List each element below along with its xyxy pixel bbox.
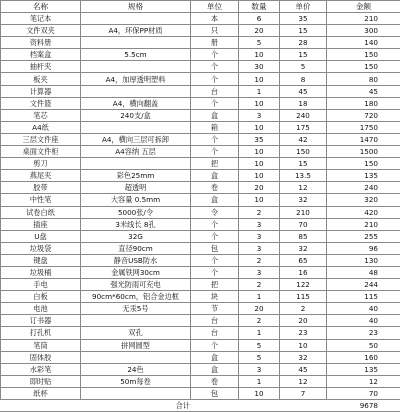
cell-qty[interactable]: 10 <box>239 158 280 170</box>
cell-spec[interactable]: 5.5cm <box>81 49 191 61</box>
cell-unit[interactable]: 台 <box>191 315 239 327</box>
header-spec[interactable]: 规格 <box>81 1 191 13</box>
cell-amount[interactable]: 420 <box>327 206 400 218</box>
cell-name[interactable]: 剪刀 <box>1 158 81 170</box>
cell-amount[interactable]: 244 <box>327 279 400 291</box>
cell-qty[interactable]: 10 <box>239 194 280 206</box>
cell-amount[interactable]: 50 <box>327 339 400 351</box>
cell-unit[interactable]: 令 <box>191 206 239 218</box>
cell-price[interactable]: 16 <box>280 266 327 278</box>
cell-name[interactable]: 笔记本 <box>1 13 81 25</box>
cell-qty[interactable]: 35 <box>239 133 280 145</box>
cell-amount[interactable]: 23 <box>327 327 400 339</box>
cell-unit[interactable]: 个 <box>191 266 239 278</box>
table-row <box>1 61 400 73</box>
cell-spec[interactable]: 240支/盒 <box>81 109 191 121</box>
table-row <box>1 25 400 37</box>
table-row <box>1 133 400 145</box>
cell-unit[interactable]: 块 <box>191 291 239 303</box>
table-row <box>1 291 400 303</box>
cell-qty[interactable]: 20 <box>239 303 280 315</box>
cell-amount[interactable]: 180 <box>327 97 400 109</box>
table-row <box>1 121 400 133</box>
cell-qty[interactable]: 1 <box>239 327 280 339</box>
cell-qty[interactable]: 3 <box>239 266 280 278</box>
cell-spec[interactable] <box>81 158 191 170</box>
cell-amount[interactable]: 1500 <box>327 146 400 158</box>
header-unit[interactable]: 单位 <box>191 1 239 13</box>
cell-name[interactable]: 中性笔 <box>1 194 81 206</box>
table-row <box>1 13 400 25</box>
cell-amount[interactable]: 255 <box>327 230 400 242</box>
table-body <box>1 13 400 400</box>
cell-amount[interactable]: 96 <box>327 242 400 254</box>
total-amount[interactable]: 9678 <box>327 400 400 412</box>
cell-amount[interactable]: 135 <box>327 363 400 375</box>
cell-unit[interactable]: 节 <box>191 303 239 315</box>
cell-qty[interactable]: 3 <box>239 230 280 242</box>
cell-unit[interactable]: 个 <box>191 339 239 351</box>
cell-price[interactable]: 175 <box>280 121 327 133</box>
cell-spec[interactable]: 90cm*60cm，铝合金边框 <box>81 291 191 303</box>
header-price[interactable]: 单价 <box>280 1 327 13</box>
cell-unit[interactable]: 卷 <box>191 375 239 387</box>
cell-price[interactable]: 45 <box>280 363 327 375</box>
cell-price[interactable]: 85 <box>280 230 327 242</box>
cell-amount[interactable]: 240 <box>327 182 400 194</box>
cell-unit[interactable]: 盒 <box>191 351 239 363</box>
cell-amount[interactable]: 150 <box>327 49 400 61</box>
cell-price[interactable]: 15 <box>280 49 327 61</box>
cell-unit[interactable]: 包 <box>191 387 239 399</box>
cell-spec[interactable]: 直径90cm <box>81 242 191 254</box>
cell-spec[interactable]: 大容量 0.5mm <box>81 194 191 206</box>
cell-name[interactable]: 垃圾桶 <box>1 266 81 278</box>
cell-unit[interactable]: 台 <box>191 327 239 339</box>
cell-spec[interactable]: 32G <box>81 230 191 242</box>
cell-spec[interactable] <box>81 13 191 25</box>
cell-qty[interactable]: 1 <box>239 291 280 303</box>
cell-qty[interactable]: 6 <box>239 13 280 25</box>
cell-name[interactable]: 三层文件座 <box>1 133 81 145</box>
cell-spec[interactable]: 静音USB防水 <box>81 254 191 266</box>
cell-name[interactable]: 纸杯 <box>1 387 81 399</box>
cell-price[interactable]: 70 <box>280 218 327 230</box>
cell-name[interactable]: 板夹 <box>1 73 81 85</box>
cell-qty[interactable]: 10 <box>239 387 280 399</box>
cell-qty[interactable]: 10 <box>239 121 280 133</box>
cell-qty[interactable]: 5 <box>239 37 280 49</box>
table-row <box>1 158 400 170</box>
cell-amount[interactable]: 48 <box>327 266 400 278</box>
table-row <box>1 206 400 218</box>
cell-qty[interactable]: 3 <box>239 109 280 121</box>
table-row <box>1 182 400 194</box>
cell-price[interactable]: 65 <box>280 254 327 266</box>
cell-name[interactable]: 文件篮 <box>1 97 81 109</box>
cell-qty[interactable]: 5 <box>239 339 280 351</box>
cell-price[interactable]: 10 <box>280 339 327 351</box>
cell-price[interactable]: 45 <box>280 85 327 97</box>
cell-price[interactable]: 32 <box>280 242 327 254</box>
cell-name[interactable]: 手电 <box>1 279 81 291</box>
cell-amount[interactable]: 45 <box>327 85 400 97</box>
cell-spec[interactable]: 强光防雨可充电 <box>81 279 191 291</box>
cell-name[interactable]: 打孔机 <box>1 327 81 339</box>
cell-name[interactable]: U盘 <box>1 230 81 242</box>
cell-name[interactable]: 文件双夹 <box>1 25 81 37</box>
cell-qty[interactable]: 10 <box>239 170 280 182</box>
cell-name[interactable]: 垃圾袋 <box>1 242 81 254</box>
cell-spec[interactable]: 5000张/令 <box>81 206 191 218</box>
cell-spec[interactable]: A4，环保PP材质 <box>81 25 191 37</box>
cell-spec[interactable]: 3米线长 8孔 <box>81 218 191 230</box>
cell-price[interactable]: 210 <box>280 206 327 218</box>
cell-price[interactable]: 35 <box>280 13 327 25</box>
cell-price[interactable]: 32 <box>280 194 327 206</box>
cell-unit[interactable]: 包 <box>191 242 239 254</box>
cell-qty[interactable]: 20 <box>239 25 280 37</box>
table-row <box>1 73 400 85</box>
cell-name[interactable]: 档案盒 <box>1 49 81 61</box>
cell-name[interactable]: 水彩笔 <box>1 363 81 375</box>
table-row <box>1 242 400 254</box>
cell-name[interactable]: 资料册 <box>1 37 81 49</box>
cell-spec[interactable]: 彩色25mm <box>81 170 191 182</box>
cell-name[interactable]: 试卷白纸 <box>1 206 81 218</box>
cell-name[interactable]: 抽杆夹 <box>1 61 81 73</box>
cell-qty[interactable]: 20 <box>239 182 280 194</box>
table-row <box>1 303 400 315</box>
cell-name[interactable]: 白板 <box>1 291 81 303</box>
cell-name[interactable]: A4纸 <box>1 121 81 133</box>
cell-amount[interactable]: 150 <box>327 61 400 73</box>
table-row <box>1 387 400 399</box>
table-row <box>1 109 400 121</box>
cell-spec[interactable]: A4容纳 五层 <box>81 146 191 158</box>
cell-amount[interactable]: 140 <box>327 37 400 49</box>
cell-price[interactable]: 23 <box>280 327 327 339</box>
cell-unit[interactable]: 个 <box>191 133 239 145</box>
header-row <box>1 1 400 13</box>
cell-price[interactable]: 13.5 <box>280 170 327 182</box>
table-row <box>1 97 400 109</box>
cell-spec[interactable]: 超透明 <box>81 182 191 194</box>
cell-unit[interactable]: 个 <box>191 73 239 85</box>
cell-amount[interactable]: 115 <box>327 291 400 303</box>
cell-amount[interactable]: 40 <box>327 303 400 315</box>
cell-spec[interactable]: 无汞5号 <box>81 303 191 315</box>
table-row <box>1 49 400 61</box>
cell-unit[interactable]: 个 <box>191 97 239 109</box>
cell-price[interactable]: 8 <box>280 73 327 85</box>
cell-amount[interactable]: 300 <box>327 25 400 37</box>
cell-unit[interactable]: 把 <box>191 158 239 170</box>
cell-qty[interactable]: 2 <box>239 206 280 218</box>
cell-spec[interactable]: 50m每卷 <box>81 375 191 387</box>
cell-spec[interactable] <box>81 351 191 363</box>
cell-amount[interactable]: 1750 <box>327 121 400 133</box>
cell-spec[interactable]: A4，横向翻盖 <box>81 97 191 109</box>
cell-name[interactable]: 笔芯 <box>1 109 81 121</box>
cell-amount[interactable]: 150 <box>327 158 400 170</box>
cell-amount[interactable]: 40 <box>327 315 400 327</box>
table-row <box>1 194 400 206</box>
cell-price[interactable]: 122 <box>280 279 327 291</box>
table-row <box>1 85 400 97</box>
cell-price[interactable]: 240 <box>280 109 327 121</box>
cell-amount[interactable]: 720 <box>327 109 400 121</box>
cell-name[interactable]: 订书器 <box>1 315 81 327</box>
total-label[interactable]: 合计 <box>81 400 191 412</box>
table-row <box>1 230 400 242</box>
table-row <box>1 315 400 327</box>
table-row <box>1 279 400 291</box>
cell-price[interactable]: 12 <box>280 375 327 387</box>
cell-name[interactable]: 即时贴 <box>1 375 81 387</box>
cell-name[interactable]: 插座 <box>1 218 81 230</box>
cell-spec[interactable]: 金属铁网30cm <box>81 266 191 278</box>
cell-qty[interactable]: 10 <box>239 49 280 61</box>
cell-spec[interactable] <box>81 85 191 97</box>
cell-price[interactable]: 18 <box>280 97 327 109</box>
header-qty[interactable]: 数量 <box>239 1 280 13</box>
cell-unit[interactable]: 盒 <box>191 109 239 121</box>
cell-amount[interactable]: 160 <box>327 351 400 363</box>
cell-price[interactable]: 7 <box>280 387 327 399</box>
cell-spec[interactable] <box>81 315 191 327</box>
table-row <box>1 339 400 351</box>
cell-price[interactable]: 5 <box>280 61 327 73</box>
table-row <box>1 327 400 339</box>
table-row <box>1 146 400 158</box>
cell-unit[interactable]: 卷 <box>191 182 239 194</box>
cell-spec[interactable] <box>81 121 191 133</box>
table-row <box>1 351 400 363</box>
cell-spec[interactable]: 24色 <box>81 363 191 375</box>
cell-price[interactable]: 20 <box>280 315 327 327</box>
cell-unit[interactable]: 册 <box>191 37 239 49</box>
cell-name[interactable]: 燕尾夹 <box>1 170 81 182</box>
cell-spec[interactable]: 拼网圆型 <box>81 339 191 351</box>
cell-unit[interactable]: 个 <box>191 230 239 242</box>
cell-spec[interactable] <box>81 387 191 399</box>
cell-unit[interactable]: 个 <box>191 218 239 230</box>
cell-name[interactable]: 固体胶 <box>1 351 81 363</box>
table-row <box>1 37 400 49</box>
cell-name[interactable]: 电池 <box>1 303 81 315</box>
cell-spec[interactable] <box>81 37 191 49</box>
cell-price[interactable]: 42 <box>280 133 327 145</box>
table-row <box>1 363 400 375</box>
cell-qty[interactable]: 1 <box>239 375 280 387</box>
cell-unit[interactable]: 个 <box>191 61 239 73</box>
cell-qty[interactable]: 2 <box>239 254 280 266</box>
cell-unit[interactable]: 个 <box>191 254 239 266</box>
cell-qty[interactable]: 3 <box>239 363 280 375</box>
cell-spec[interactable] <box>81 61 191 73</box>
header-amount[interactable]: 金额 <box>327 1 400 13</box>
cell-qty[interactable]: 10 <box>239 146 280 158</box>
cell-unit[interactable]: 台 <box>191 85 239 97</box>
cell-unit[interactable]: 盒 <box>191 363 239 375</box>
cell-price[interactable]: 32 <box>280 351 327 363</box>
cell-qty[interactable]: 2 <box>239 279 280 291</box>
cell-name[interactable]: 胶带 <box>1 182 81 194</box>
cell-amount[interactable]: 135 <box>327 170 400 182</box>
cell-qty[interactable]: 10 <box>239 73 280 85</box>
cell-price[interactable]: 15 <box>280 158 327 170</box>
cell-amount[interactable]: 210 <box>327 13 400 25</box>
table-row <box>1 254 400 266</box>
table-row <box>1 170 400 182</box>
cell-name[interactable]: 计算器 <box>1 85 81 97</box>
cell-price[interactable]: 2 <box>280 303 327 315</box>
cell-qty[interactable]: 5 <box>239 351 280 363</box>
cell-price[interactable]: 15 <box>280 25 327 37</box>
cell-unit[interactable]: 本 <box>191 13 239 25</box>
cell-name[interactable]: 桌面文件柜 <box>1 146 81 158</box>
cell-price[interactable]: 12 <box>280 182 327 194</box>
cell-amount[interactable]: 1470 <box>327 133 400 145</box>
table-row <box>1 266 400 278</box>
cell-unit[interactable]: 把 <box>191 279 239 291</box>
header-name[interactable]: 名称 <box>1 1 81 13</box>
cell-qty[interactable]: 1 <box>239 85 280 97</box>
cell-unit[interactable]: 箱 <box>191 121 239 133</box>
cell-unit[interactable]: 盒 <box>191 194 239 206</box>
table-row <box>1 218 400 230</box>
cell-spec[interactable]: 双孔 <box>81 327 191 339</box>
cell-amount[interactable]: 130 <box>327 254 400 266</box>
cell-amount[interactable]: 70 <box>327 387 400 399</box>
cell-spec[interactable]: A4，加厚透明塑料 <box>81 73 191 85</box>
cell-price[interactable]: 150 <box>280 146 327 158</box>
cell-name[interactable]: 键盘 <box>1 254 81 266</box>
cell-qty[interactable]: 3 <box>239 218 280 230</box>
cell-amount[interactable]: 210 <box>327 218 400 230</box>
cell-amount[interactable]: 320 <box>327 194 400 206</box>
cell-price[interactable]: 115 <box>280 291 327 303</box>
total-row <box>1 400 400 412</box>
table-row <box>1 375 400 387</box>
cell-qty[interactable]: 3 <box>239 242 280 254</box>
cell-unit[interactable]: 个 <box>191 146 239 158</box>
cell-qty[interactable]: 2 <box>239 315 280 327</box>
cell-price[interactable]: 28 <box>280 37 327 49</box>
cell-unit[interactable]: 只 <box>191 25 239 37</box>
cell-unit[interactable]: 个 <box>191 49 239 61</box>
cell-amount[interactable]: 80 <box>327 73 400 85</box>
cell-unit[interactable]: 盒 <box>191 170 239 182</box>
cell-qty[interactable]: 10 <box>239 97 280 109</box>
cell-amount[interactable]: 12 <box>327 375 400 387</box>
cell-name[interactable]: 笔筒 <box>1 339 81 351</box>
cell-spec[interactable]: A4，横向三层可拆卸 <box>81 133 191 145</box>
cell-qty[interactable]: 30 <box>239 61 280 73</box>
